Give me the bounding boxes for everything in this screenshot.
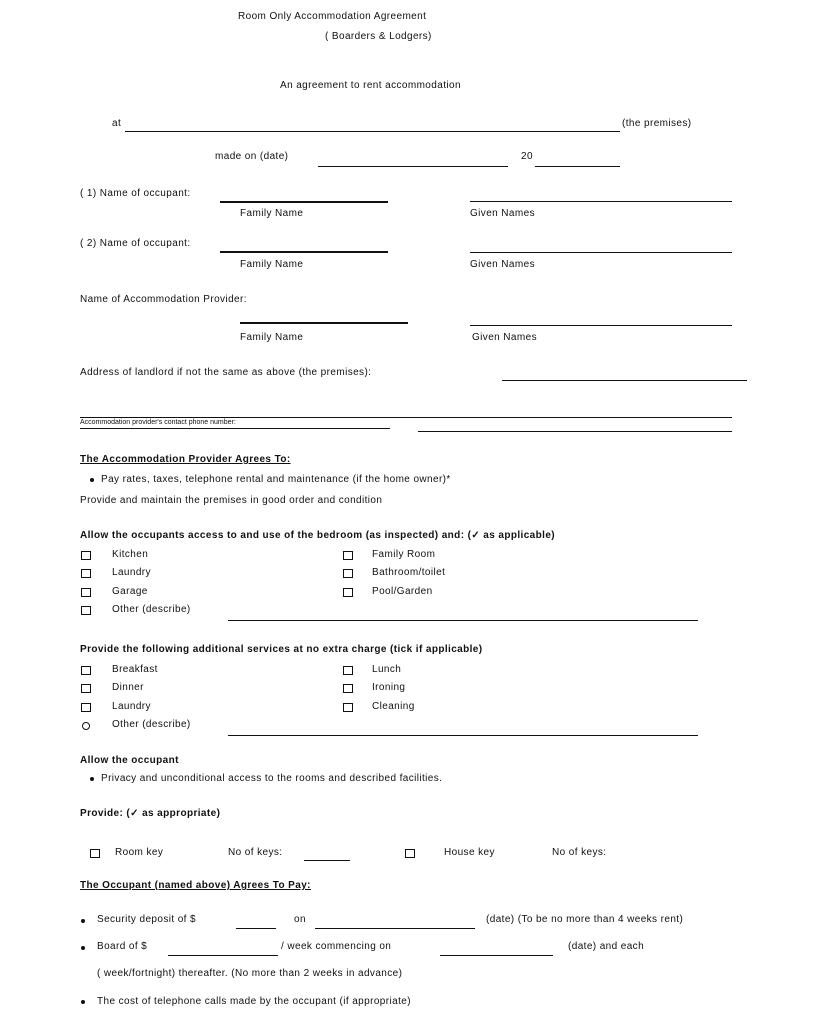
bullet-icon bbox=[90, 478, 94, 482]
address-line-2[interactable] bbox=[80, 417, 732, 418]
bullet-icon bbox=[81, 919, 85, 923]
room-keys-count-label: No of keys: bbox=[228, 847, 283, 858]
board-label: Board of $ bbox=[97, 941, 148, 952]
provider-family-caption: Family Name bbox=[240, 332, 304, 343]
date-line[interactable] bbox=[318, 166, 508, 167]
occupant1-family-caption: Family Name bbox=[240, 208, 304, 219]
security-deposit-label: Security deposit of $ bbox=[97, 914, 197, 925]
bullet-icon bbox=[90, 777, 94, 781]
services-heading: Provide the following additional services at no extra charge (tick if applicable) bbox=[80, 644, 483, 655]
other-access-line[interactable] bbox=[228, 620, 698, 621]
garage-label: Garage bbox=[112, 586, 148, 597]
year-prefix: 20 bbox=[521, 151, 533, 162]
provider-label: Name of Accommodation Provider: bbox=[80, 294, 247, 305]
occupant2-label: ( 2) Name of occupant: bbox=[80, 238, 191, 249]
breakfast-checkbox[interactable] bbox=[81, 666, 91, 675]
board-date-line[interactable] bbox=[440, 955, 553, 956]
other-access-label: Other (describe) bbox=[112, 604, 191, 615]
provider-agrees-heading: The Accommodation Provider Agrees To: bbox=[80, 454, 291, 465]
breakfast-label: Breakfast bbox=[112, 664, 158, 675]
other-access-checkbox[interactable] bbox=[81, 606, 91, 615]
other-service-radio[interactable] bbox=[82, 722, 90, 730]
other-service-label: Other (describe) bbox=[112, 719, 191, 730]
board-suffix-label: (date) and each bbox=[568, 941, 645, 952]
bathroom-label: Bathroom/toilet bbox=[372, 567, 446, 578]
provider-contact-label: Accommodation provider's contact phone number: bbox=[80, 419, 236, 426]
occupant1-family-line[interactable] bbox=[220, 201, 388, 203]
family-room-label: Family Room bbox=[372, 549, 436, 560]
family-room-checkbox[interactable] bbox=[343, 551, 353, 560]
pool-garden-checkbox[interactable] bbox=[343, 588, 353, 597]
made-on-label: made on (date) bbox=[215, 151, 289, 162]
landlord-address-line[interactable] bbox=[502, 380, 747, 381]
laundry-label: Laundry bbox=[112, 567, 151, 578]
phone-cost-bullet: The cost of telephone calls made by the occupant (if appropriate) bbox=[97, 996, 411, 1007]
board-amount-line[interactable] bbox=[168, 955, 278, 956]
lunch-checkbox[interactable] bbox=[343, 666, 353, 675]
occupant2-family-caption: Family Name bbox=[240, 259, 304, 270]
other-service-line[interactable] bbox=[228, 735, 698, 736]
occupant1-given-line[interactable] bbox=[470, 201, 732, 202]
provider-given-line[interactable] bbox=[470, 325, 732, 326]
security-suffix-label: (date) (To be no more than 4 weeks rent) bbox=[486, 914, 684, 925]
allow-occupant-heading: Allow the occupant bbox=[80, 755, 179, 766]
bathroom-checkbox[interactable] bbox=[343, 569, 353, 578]
house-key-label: House key bbox=[444, 847, 495, 858]
cleaning-label: Cleaning bbox=[372, 701, 415, 712]
premises-label: (the premises) bbox=[622, 118, 692, 129]
room-key-checkbox[interactable] bbox=[90, 849, 100, 858]
room-key-label: Room key bbox=[115, 847, 164, 858]
provider-given-caption: Given Names bbox=[472, 332, 537, 343]
laundry-service-checkbox[interactable] bbox=[81, 703, 91, 712]
contact-underline bbox=[80, 428, 390, 429]
security-amount-line[interactable] bbox=[236, 928, 276, 929]
provider-agrees-line2: Provide and maintain the premises in good order and condition bbox=[80, 495, 383, 506]
occupant2-given-caption: Given Names bbox=[470, 259, 535, 270]
kitchen-label: Kitchen bbox=[112, 549, 149, 560]
cleaning-checkbox[interactable] bbox=[343, 703, 353, 712]
garage-checkbox[interactable] bbox=[81, 588, 91, 597]
occupant1-given-caption: Given Names bbox=[470, 208, 535, 219]
dinner-label: Dinner bbox=[112, 682, 144, 693]
occupant2-family-line[interactable] bbox=[220, 251, 388, 253]
premises-line[interactable] bbox=[125, 131, 620, 132]
dinner-checkbox[interactable] bbox=[81, 684, 91, 693]
security-on-label: on bbox=[294, 914, 306, 925]
bullet-icon bbox=[81, 1000, 85, 1004]
laundry-checkbox[interactable] bbox=[81, 569, 91, 578]
house-key-checkbox[interactable] bbox=[405, 849, 415, 858]
provider-agrees-bullet: Pay rates, taxes, telephone rental and maintenance (if the home owner)* bbox=[101, 474, 451, 485]
bullet-icon bbox=[81, 946, 85, 950]
ironing-label: Ironing bbox=[372, 682, 406, 693]
lunch-label: Lunch bbox=[372, 664, 402, 675]
contact-phone-line[interactable] bbox=[418, 431, 732, 432]
provider-family-line[interactable] bbox=[240, 322, 408, 324]
at-label: at bbox=[112, 118, 122, 129]
occupant1-label: ( 1) Name of occupant: bbox=[80, 188, 191, 199]
ironing-checkbox[interactable] bbox=[343, 684, 353, 693]
agreement-heading: An agreement to rent accommodation bbox=[280, 80, 461, 91]
document-title: Room Only Accommodation Agreement bbox=[238, 11, 427, 22]
access-heading: Allow the occupants access to and use of the bedroom (as inspected) and: (✓ as applicable) bbox=[80, 530, 556, 541]
provide-heading: Provide: (✓ as appropriate) bbox=[80, 808, 221, 819]
room-keys-count-line[interactable] bbox=[304, 860, 350, 861]
privacy-bullet: Privacy and unconditional access to the rooms and described facilities. bbox=[101, 773, 443, 784]
occupant2-given-line[interactable] bbox=[470, 252, 732, 253]
house-keys-count-label: No of keys: bbox=[552, 847, 607, 858]
kitchen-checkbox[interactable] bbox=[81, 551, 91, 560]
board-frequency-label: ( week/fortnight) thereafter. (No more than 2 weeks in advance) bbox=[97, 968, 403, 979]
board-commencing-label: / week commencing on bbox=[281, 941, 392, 952]
pool-garden-label: Pool/Garden bbox=[372, 586, 433, 597]
document-subtitle: ( Boarders & Lodgers) bbox=[325, 31, 432, 42]
occupant-agrees-heading: The Occupant (named above) Agrees To Pay: bbox=[80, 880, 311, 891]
security-date-line[interactable] bbox=[315, 928, 475, 929]
landlord-address-label: Address of landlord if not the same as above (the premises): bbox=[80, 367, 372, 378]
year-line[interactable] bbox=[535, 166, 620, 167]
laundry-service-label: Laundry bbox=[112, 701, 151, 712]
